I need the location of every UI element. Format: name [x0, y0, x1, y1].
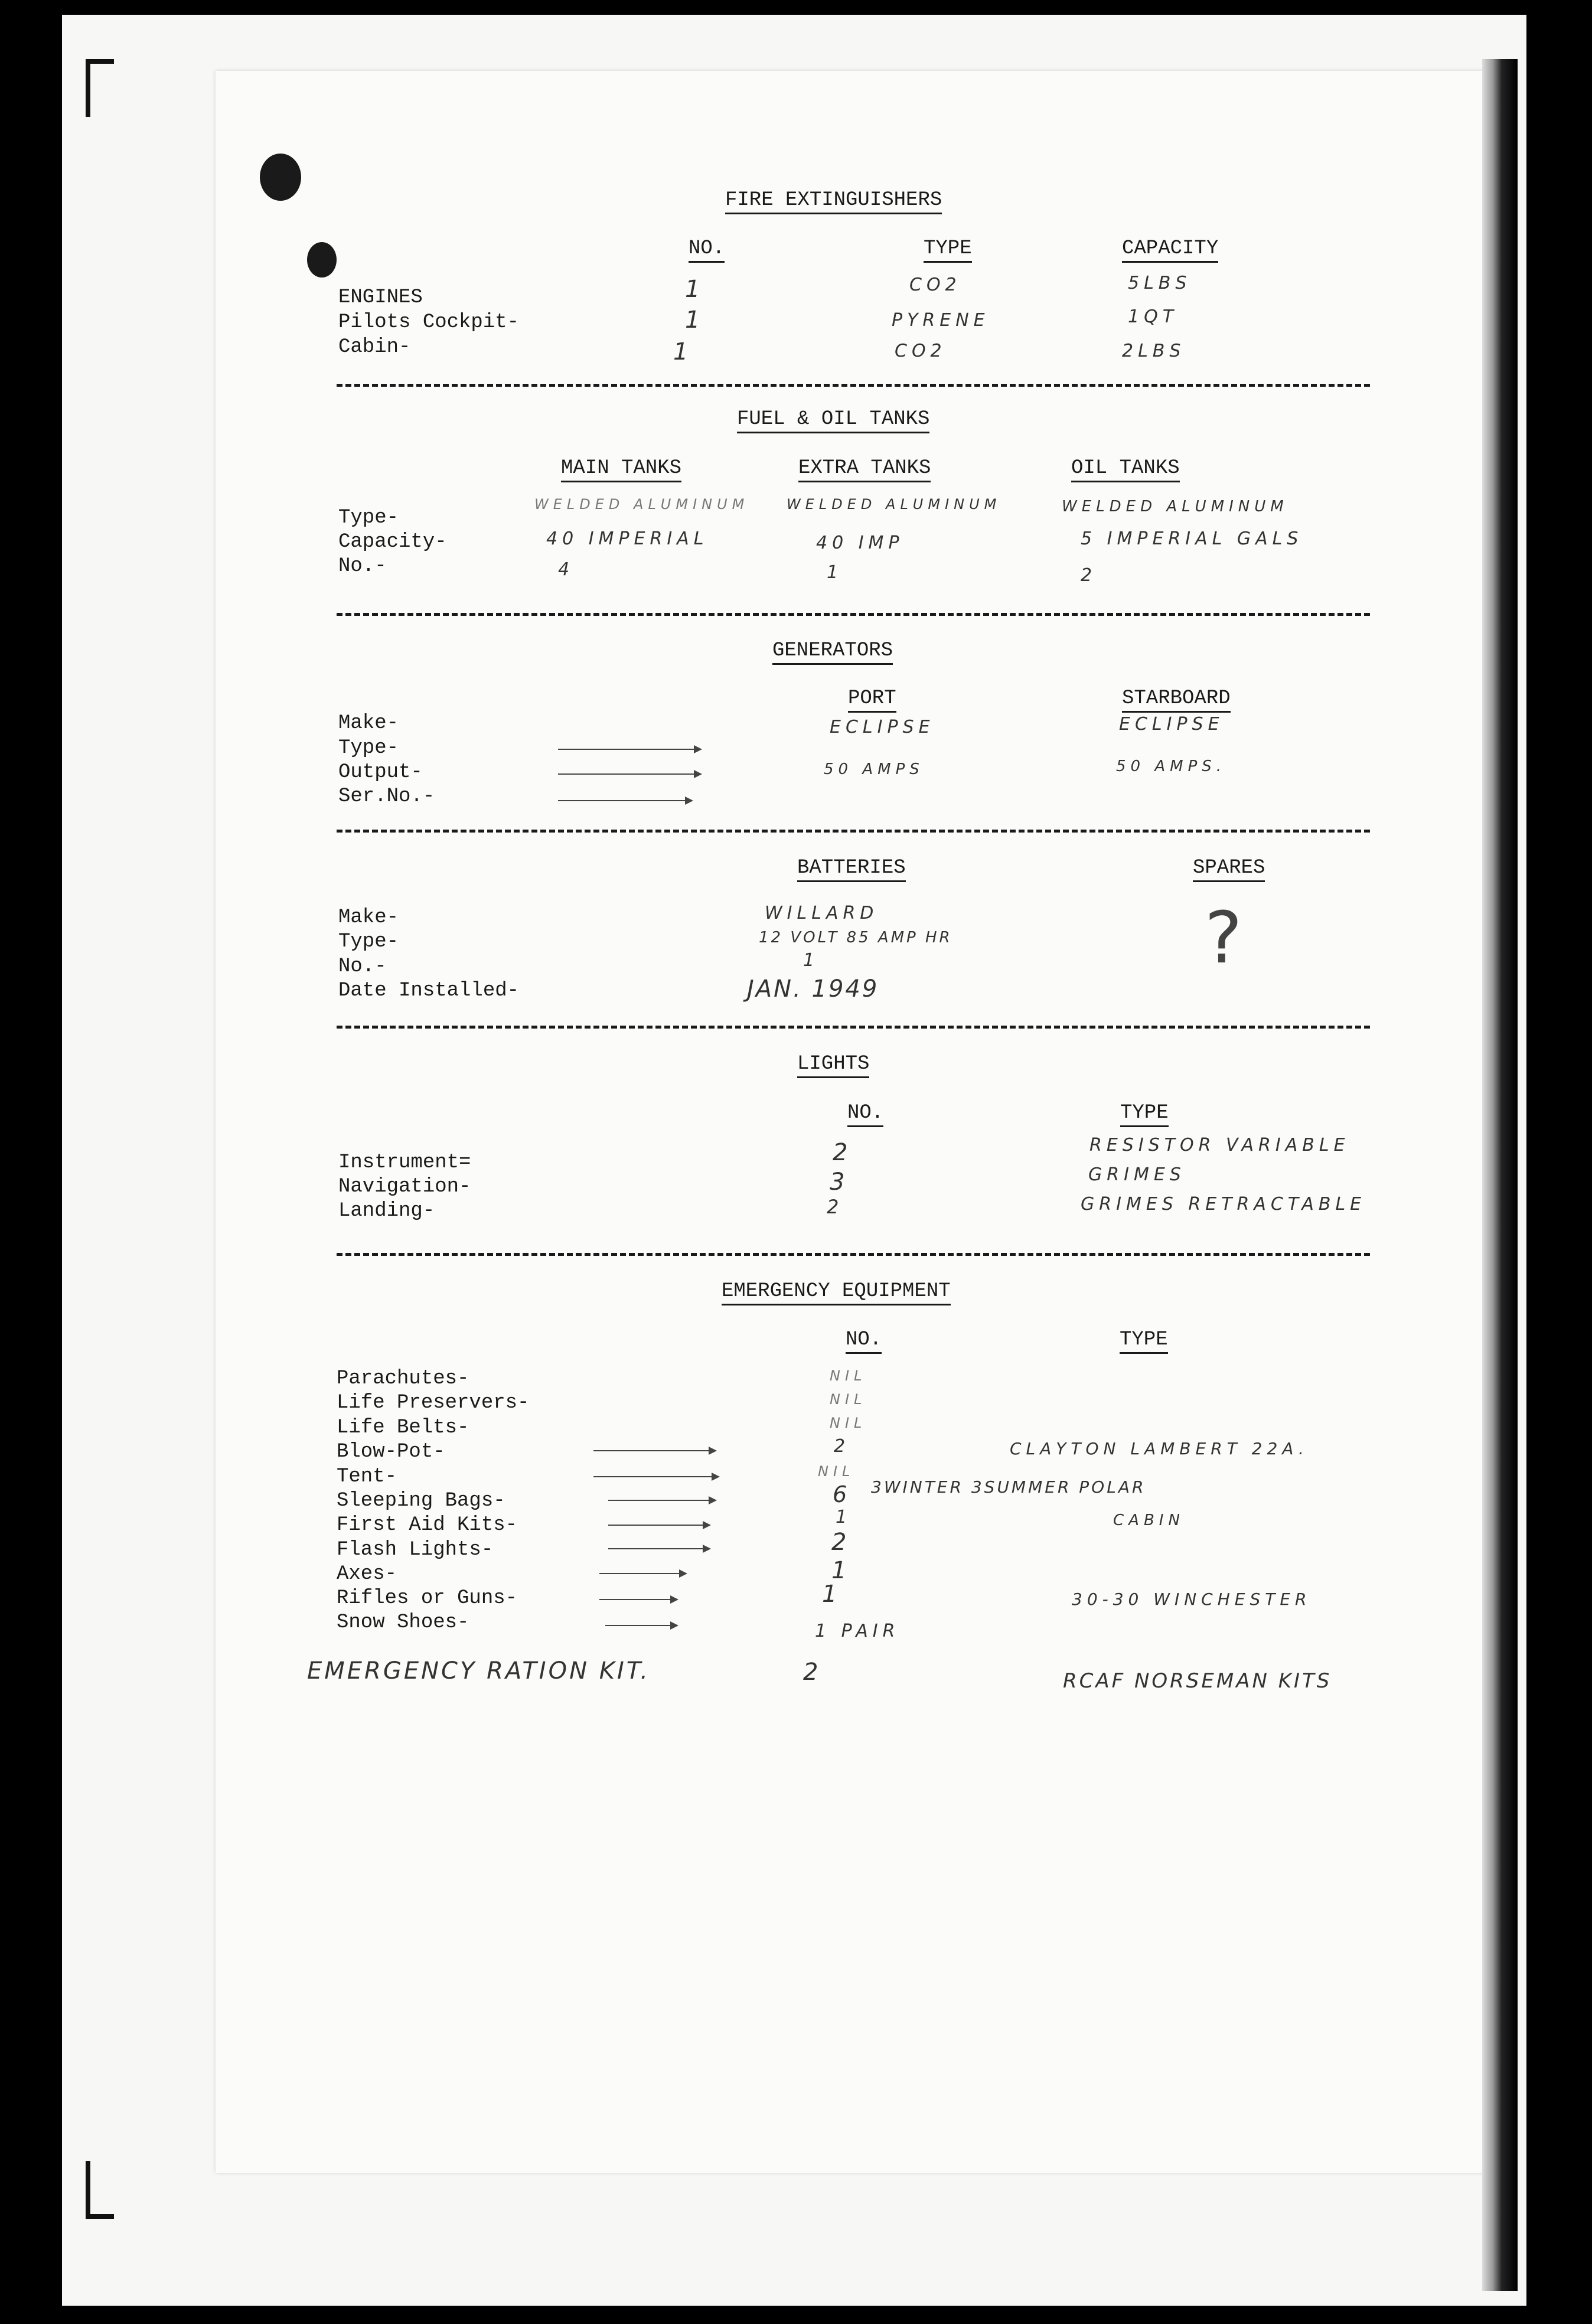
- handwritten-type: CO2: [895, 341, 947, 361]
- row-label: Type-: [338, 737, 399, 759]
- column-header-no: NO.: [847, 1103, 883, 1127]
- handwritten-no: NIL: [818, 1463, 855, 1480]
- section-title-fuel-oil-tanks: FUEL & OIL TANKS: [737, 409, 929, 433]
- section-title-fire-extinguishers: FIRE EXTINGUISHERS: [725, 190, 942, 214]
- column-header-main-tanks: MAIN TANKS: [561, 458, 681, 482]
- row-label: Blow-Pot-: [337, 1441, 445, 1463]
- handwritten-type: RESISTOR VARIABLE: [1089, 1135, 1350, 1156]
- handwritten-port-output: 50 AMPS: [824, 760, 924, 778]
- row-label: Instrument=: [338, 1151, 471, 1174]
- row-label: Ser.No.-: [338, 785, 435, 808]
- row-label: Navigation-: [338, 1176, 471, 1198]
- arrow-mark: [605, 1625, 676, 1626]
- column-header-type: TYPE: [1120, 1103, 1169, 1127]
- column-header-starboard: STARBOARD: [1122, 688, 1231, 713]
- handwritten-capacity: 2LBS: [1122, 341, 1186, 361]
- handwritten-type: GRIMES: [1088, 1164, 1186, 1185]
- ink-stain: [307, 242, 337, 278]
- arrow-mark: [608, 1500, 715, 1501]
- row-label: Type-: [338, 507, 399, 529]
- handwritten-ration-type: RCAF NORSEMAN KITS: [1063, 1669, 1332, 1693]
- handwritten-battery-make: WILLARD: [765, 903, 879, 923]
- handwritten-no: 2: [834, 1436, 850, 1457]
- arrow-mark: [599, 1599, 676, 1600]
- handwritten-type: CABIN: [1113, 1512, 1185, 1529]
- section-divider: [337, 1253, 1370, 1256]
- handwritten-no: 1: [836, 1507, 852, 1527]
- section-title-emergency-equipment: EMERGENCY EQUIPMENT: [722, 1281, 951, 1305]
- section-divider: [337, 384, 1370, 387]
- row-label: Landing-: [338, 1200, 435, 1222]
- arrow-mark: [608, 1525, 709, 1526]
- handwritten-battery-type: 12 VOLT 85 AMP HR: [759, 929, 952, 946]
- handwritten-type: CLAYTON LAMBERT 22A.: [1010, 1439, 1309, 1458]
- row-label: Output-: [338, 761, 423, 784]
- handwritten-date-installed: JAN. 1949: [747, 975, 879, 1003]
- handwritten-no: 1: [685, 306, 704, 334]
- page-edge-shadow: [1482, 59, 1518, 2291]
- handwritten-main-no: 4: [558, 559, 575, 580]
- handwritten-type: GRIMES RETRACTABLE: [1081, 1194, 1366, 1215]
- arrow-mark: [558, 749, 700, 750]
- handwritten-main-type: WELDED ALUMINUM: [534, 496, 749, 513]
- handwritten-capacity: 5LBS: [1128, 273, 1192, 293]
- row-label: Date Installed-: [338, 980, 520, 1002]
- column-header-oil-tanks: OIL TANKS: [1071, 458, 1180, 482]
- handwritten-no: 2: [831, 1529, 850, 1556]
- row-label: Life Belts-: [337, 1416, 469, 1439]
- row-label: No.-: [338, 555, 387, 577]
- row-label: Capacity-: [338, 531, 447, 553]
- handwritten-type: CO2: [909, 275, 961, 295]
- handwritten-ration-label: EMERGENCY RATION KIT.: [307, 1657, 651, 1685]
- row-label: Pilots Cockpit-: [338, 311, 520, 334]
- handwritten-no: 1: [822, 1581, 841, 1608]
- row-label: Parachutes-: [337, 1367, 469, 1390]
- row-label: Life Preservers-: [337, 1392, 530, 1414]
- section-divider: [337, 830, 1370, 833]
- column-header-type: TYPE: [1120, 1330, 1168, 1354]
- handwritten-no: NIL: [830, 1391, 867, 1408]
- handwritten-no: 1: [831, 1557, 850, 1584]
- handwritten-no: 1: [685, 276, 704, 303]
- handwritten-no: 2: [833, 1139, 852, 1166]
- column-header-port: PORT: [848, 688, 896, 713]
- row-label: Axes-: [337, 1563, 397, 1585]
- handwritten-type: 3WINTER 3SUMMER POLAR: [871, 1477, 1146, 1497]
- row-label: Sleeping Bags-: [337, 1490, 505, 1512]
- handwritten-oil-type: WELDED ALUMINUM: [1062, 498, 1288, 515]
- handwritten-extra-capacity: 40 IMP: [816, 533, 904, 553]
- column-header-capacity: CAPACITY: [1122, 239, 1218, 263]
- handwritten-ration-no: 2: [803, 1659, 822, 1686]
- row-label: Make-: [338, 906, 399, 929]
- handwritten-starboard-make: ECLIPSE: [1119, 714, 1224, 735]
- row-label: Cabin-: [338, 336, 411, 358]
- section-divider: [337, 1026, 1370, 1029]
- handwritten-capacity: 1QT: [1128, 306, 1179, 327]
- section-title-batteries: BATTERIES: [797, 858, 906, 882]
- handwritten-extra-type: WELDED ALUMINUM: [787, 496, 1001, 513]
- handwritten-main-capacity: 40 IMPERIAL: [546, 528, 709, 549]
- section-title-spares: SPARES: [1193, 858, 1265, 882]
- arrow-mark: [558, 773, 700, 775]
- handwritten-no: 1: [673, 338, 692, 365]
- section-divider: [337, 613, 1370, 616]
- handwritten-type: 30-30 WINCHESTER: [1072, 1589, 1312, 1609]
- handwritten-no: 3: [830, 1168, 849, 1196]
- handwritten-type: PYRENE: [892, 310, 990, 331]
- arrow-mark: [608, 1548, 709, 1549]
- arrow-mark: [599, 1573, 685, 1574]
- crop-mark-top-left: [86, 59, 114, 117]
- handwritten-port-make: ECLIPSE: [830, 717, 935, 737]
- column-header-type: TYPE: [924, 239, 972, 263]
- handwritten-no: 1 PAIR: [815, 1621, 900, 1641]
- handwritten-oil-no: 2: [1081, 565, 1097, 586]
- handwritten-no: 2: [827, 1196, 843, 1218]
- column-header-no: NO.: [846, 1330, 882, 1354]
- column-header-extra-tanks: EXTRA TANKS: [798, 458, 931, 482]
- row-label: Tent-: [337, 1465, 397, 1488]
- section-title-generators: GENERATORS: [772, 641, 893, 665]
- row-label: Snow Shoes-: [337, 1611, 469, 1634]
- handwritten-battery-no: 1: [803, 950, 820, 971]
- arrow-mark: [558, 800, 691, 801]
- arrow-mark: [593, 1476, 717, 1477]
- handwritten-extra-no: 1: [827, 562, 843, 583]
- row-label: First Aid Kits-: [337, 1514, 518, 1536]
- ink-stain: [260, 154, 301, 201]
- crop-mark-bottom-left: [86, 2161, 114, 2219]
- row-label: Rifles or Guns-: [337, 1587, 518, 1610]
- handwritten-spares-mark: ?: [1205, 897, 1242, 980]
- handwritten-starboard-output: 50 AMPS.: [1116, 758, 1226, 775]
- row-label: Make-: [338, 712, 399, 735]
- row-label: No.-: [338, 955, 387, 978]
- row-label: Type-: [338, 931, 399, 953]
- row-label: Flash Lights-: [337, 1539, 494, 1561]
- handwritten-oil-capacity: 5 IMPERIAL GALS: [1081, 528, 1303, 549]
- handwritten-no: NIL: [830, 1415, 867, 1431]
- column-header-no: NO.: [689, 239, 725, 263]
- handwritten-no: 6: [833, 1481, 852, 1507]
- section-title-lights: LIGHTS: [797, 1054, 869, 1078]
- arrow-mark: [593, 1450, 715, 1451]
- handwritten-no: NIL: [830, 1367, 867, 1384]
- row-label: ENGINES: [338, 286, 423, 309]
